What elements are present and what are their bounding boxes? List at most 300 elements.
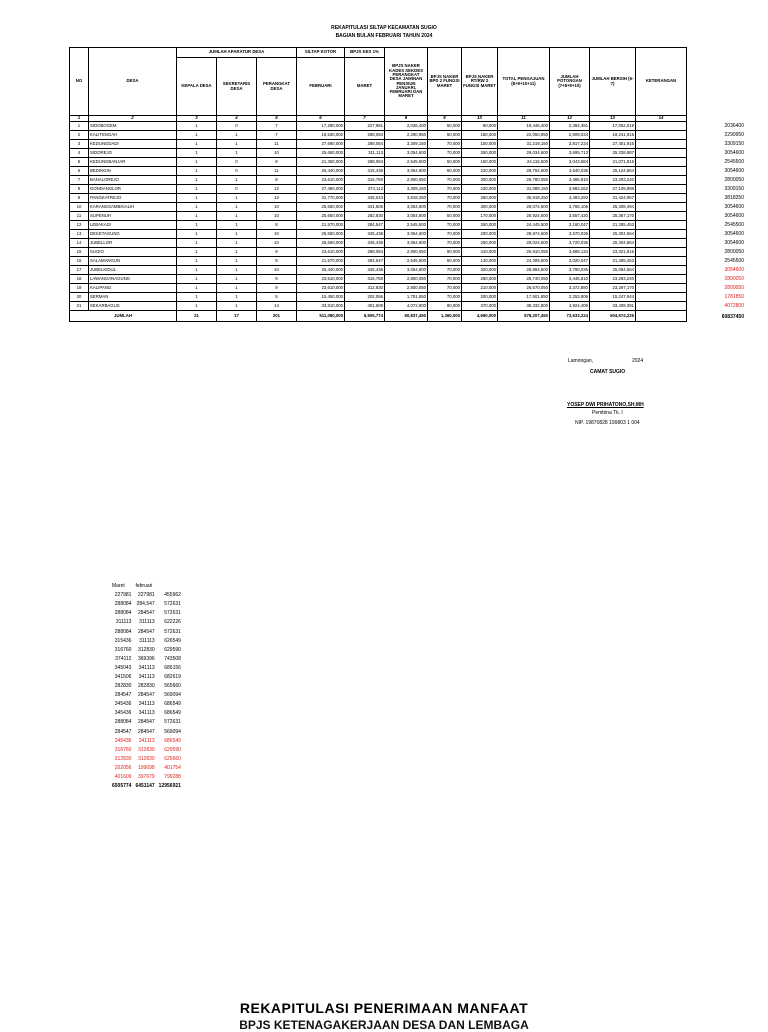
header-bpjs-bpd: BPJS NAKER BPD 2 FUNGSI MARET — [428, 48, 462, 116]
row-bpjs-bpd: 50,000 — [428, 167, 462, 176]
small-cell-maret: 227981 — [114, 592, 132, 599]
row-potongan: 3,486,810 — [550, 176, 590, 185]
row-bpjs-bpd: 50,000 — [428, 257, 462, 266]
row-bpjs-rt: 320,000 — [462, 266, 498, 275]
small-header-februari: februari — [135, 583, 153, 590]
row-kepala-desa: 1 — [177, 149, 217, 158]
small-cell-sum: 622226 — [164, 619, 181, 626]
row-keterangan — [636, 275, 687, 284]
small-cell-februari: 369396 — [137, 655, 155, 662]
row-bpjs-rt: 160,000 — [462, 158, 498, 167]
row-perangkat: 8 — [257, 257, 297, 266]
row-bpjs-bpd: 70,000 — [428, 221, 462, 230]
header-total-pengajuan: TOTAL PENGAJUAN (8+9+10+11) — [498, 48, 550, 116]
small-header-sum — [157, 582, 183, 591]
total-kepala-desa: 21 — [177, 311, 217, 322]
small-table-row — [110, 737, 183, 746]
row-potongan: 3,160,047 — [550, 221, 590, 230]
small-cell-februari: 284547 — [137, 728, 155, 735]
row-desa: SUPENUH — [89, 212, 177, 221]
small-table-row — [110, 618, 183, 627]
row-kepala-desa: 1 — [177, 194, 217, 203]
row-desa: KEDUNGBANJAR — [89, 158, 177, 167]
row-no: 1 — [70, 122, 89, 131]
table-row — [70, 176, 687, 185]
row-bpjs-kades: 2,800,050 — [385, 248, 428, 257]
row-kepala-desa: 1 — [177, 248, 217, 257]
row-total-pengajuan: 28,884,600 — [498, 266, 550, 275]
side-value: 2036400 — [724, 122, 744, 129]
small-cell-maret: 311113 — [115, 619, 132, 626]
row-no: 20 — [70, 293, 89, 302]
small-table-row — [110, 700, 183, 709]
row-bpjs-rt: 260,000 — [462, 149, 498, 158]
row-maret: 316,760 — [345, 275, 385, 284]
row-kepala-desa: 1 — [177, 158, 217, 167]
row-keterangan — [636, 239, 687, 248]
row-bpjs-kades: 2,800,050 — [385, 275, 428, 284]
row-maret: 288,084 — [345, 248, 385, 257]
total-pengajuan: 578,207,450 — [498, 311, 550, 322]
col-number: 12 — [550, 116, 590, 122]
small-cell-februari: 397679 — [137, 774, 155, 781]
small-cell-maret: 284547 — [114, 692, 132, 699]
row-bpjs-kades: 3,309,150 — [385, 140, 428, 149]
row-bersih: 27,401,916 — [590, 140, 636, 149]
row-bpjs-kades: 2,290,950 — [385, 131, 428, 140]
row-maret: 345,436 — [345, 230, 385, 239]
small-cell-sum: 572631 — [164, 601, 181, 608]
small-table-row — [110, 718, 183, 727]
row-februari: 25,440,000 — [297, 167, 345, 176]
table-row — [70, 221, 687, 230]
row-maret: 227,981 — [345, 122, 385, 131]
row-sekretaris: 1 — [217, 257, 257, 266]
col-number: 14 — [636, 116, 687, 122]
row-maret: 288,084 — [345, 131, 385, 140]
small-cell-februari: 227981 — [137, 592, 155, 599]
small-table-row — [110, 773, 183, 782]
row-desa: KARANGSAMBIGALIH — [89, 203, 177, 212]
small-cell-sum: 799288 — [164, 774, 181, 781]
small-cell-maret: 288084 — [114, 719, 132, 726]
row-potongan: 3,670,036 — [550, 230, 590, 239]
row-bpjs-kades: 3,054,600 — [385, 239, 428, 248]
row-bpjs-bpd: 70,000 — [428, 185, 462, 194]
col-number: 1 — [70, 116, 89, 122]
row-keterangan — [636, 248, 687, 257]
side-value: 3054600 — [724, 149, 744, 156]
row-bpjs-bpd: 50,000 — [428, 212, 462, 221]
row-potongan: 3,588,134 — [550, 248, 590, 257]
header-bpjs-rt: BPJS NAKER RT/RW 2 FUNGSI MARET — [462, 48, 498, 116]
side-value: 2545500 — [724, 257, 744, 264]
header-sekretaris: SEKRETARIS DESA — [217, 58, 257, 116]
small-cell-maret: 316760 — [114, 746, 132, 753]
small-cell-februari: 284547 — [137, 719, 155, 726]
row-bpjs-bpd: 70,000 — [428, 293, 462, 302]
header-jumlah-potongan: JUMLAH POTONGAN (7+8+9+10) — [550, 48, 590, 116]
small-cell-maret: 288084 — [114, 610, 132, 617]
col-number: 7 — [345, 116, 385, 122]
row-potongan: 2,394,381 — [550, 122, 590, 131]
row-maret: 316,760 — [345, 176, 385, 185]
header-februari: FEBRUARI — [297, 58, 345, 116]
col-number: 8 — [385, 116, 428, 122]
header-no: NO — [70, 48, 89, 116]
row-perangkat: 10 — [257, 266, 297, 275]
small-table-row — [110, 755, 183, 764]
row-maret: 345,043 — [345, 194, 385, 203]
row-kepala-desa: 1 — [177, 230, 217, 239]
row-kepala-desa: 1 — [177, 275, 217, 284]
row-februari: 25,650,000 — [297, 230, 345, 239]
row-sekretaris: 1 — [217, 212, 257, 221]
row-februari: 25,650,000 — [297, 239, 345, 248]
row-no: 2 — [70, 131, 89, 140]
row-keterangan — [636, 185, 687, 194]
row-kepala-desa: 1 — [177, 131, 217, 140]
small-cell-februari: 341113 — [138, 710, 155, 717]
small-cell-februari: 284,547 — [136, 601, 155, 608]
side-value: 2800050 — [724, 248, 744, 255]
row-bersih: 21,285,453 — [590, 257, 636, 266]
row-total-pengajuan: 31,089,150 — [498, 185, 550, 194]
row-februari: 19,530,000 — [297, 131, 345, 140]
header-aparatur-group: JUMLAH APARATUR DESA — [177, 48, 297, 58]
small-cell-sum: 572631 — [164, 719, 181, 726]
row-kepala-desa: 1 — [177, 122, 217, 131]
row-bersih: 25,367,170 — [590, 212, 636, 221]
small-table-row — [110, 673, 183, 682]
signature-place: Lamongan, — [568, 358, 594, 364]
total-maret: 6,505,774 — [345, 311, 385, 322]
total-row — [70, 311, 687, 322]
small-table-row — [110, 728, 183, 737]
small-cell-februari: 284547 — [137, 628, 155, 635]
row-desa: KALIPANG — [89, 284, 177, 293]
row-desa: GONDANGLOR — [89, 185, 177, 194]
row-sekretaris: 1 — [217, 239, 257, 248]
row-bpjs-rt: 300,000 — [462, 203, 498, 212]
side-value: 2800050 — [724, 176, 744, 183]
row-total-pengajuan: 29,024,600 — [498, 239, 550, 248]
small-sum-total: 12956921 — [158, 783, 181, 790]
row-kepala-desa: 1 — [177, 140, 217, 149]
row-bpjs-kades: 3,054,600 — [385, 230, 428, 239]
row-no: 4 — [70, 149, 89, 158]
row-perangkat: 8 — [257, 221, 297, 230]
small-cell-sum: 565660 — [164, 683, 181, 690]
row-bpjs-bpd: 70,000 — [428, 275, 462, 284]
row-sekretaris: 0 — [217, 158, 257, 167]
row-maret: 284,547 — [345, 221, 385, 230]
small-cell-maret: 288084 — [114, 601, 132, 608]
row-maret: 345,436 — [345, 239, 385, 248]
small-cell-februari: 312830 — [137, 755, 155, 762]
row-no: 9 — [70, 194, 89, 203]
row-potongan: 3,790,036 — [550, 266, 590, 275]
row-bpjs-rt: 180,000 — [462, 131, 498, 140]
col-number: 6 — [297, 116, 345, 122]
small-cell-februari: 311113 — [139, 637, 155, 644]
total-bpjs-kades: 60,837,450 — [385, 311, 428, 322]
table-row — [70, 140, 687, 149]
small-cell-sum: 626549 — [164, 637, 181, 644]
small-cell-maret: 315436 — [114, 637, 132, 644]
row-bpjs-kades: 2,800,050 — [385, 176, 428, 185]
small-cell-februari: 312830 — [137, 646, 155, 653]
row-bpjs-kades: 3,309,150 — [385, 185, 428, 194]
row-bpjs-kades: 2,800,050 — [385, 284, 428, 293]
row-maret: 288,084 — [345, 158, 385, 167]
row-keterangan — [636, 140, 687, 149]
row-bpjs-kades: 3,054,600 — [385, 266, 428, 275]
small-cell-sum: 569094 — [164, 728, 181, 735]
row-bpjs-kades: 3,054,600 — [385, 212, 428, 221]
col-number: 2 — [89, 116, 177, 122]
row-kepala-desa: 1 — [177, 167, 217, 176]
small-table-row — [110, 655, 183, 664]
row-perangkat: 8 — [257, 176, 297, 185]
row-keterangan — [636, 212, 687, 221]
row-sekretaris: 1 — [217, 284, 257, 293]
side-value: 3054600 — [724, 239, 744, 246]
row-sekretaris: 1 — [217, 266, 257, 275]
row-februari: 31,770,000 — [297, 194, 345, 203]
siltap-table — [69, 47, 687, 322]
row-bersih: 33,408,391 — [590, 302, 636, 311]
row-bersih: 25,094,564 — [590, 266, 636, 275]
side-value: 3054600 — [724, 167, 744, 174]
row-bpjs-bpd: 80,000 — [428, 302, 462, 311]
row-sekretaris: 1 — [217, 176, 257, 185]
row-no: 6 — [70, 167, 89, 176]
small-cell-maret: 345436 — [114, 710, 132, 717]
row-perangkat: 11 — [257, 167, 297, 176]
row-potongan: 3,640,036 — [550, 167, 590, 176]
small-cell-sum: 686156 — [164, 664, 181, 671]
row-bpjs-kades: 2,545,500 — [385, 221, 428, 230]
footer-subtitle: BPJS KETENAGAKERJAAN DESA DAN LEMBAGA — [239, 1018, 529, 1032]
row-total-pengajuan: 28,974,600 — [498, 230, 550, 239]
total-perangkat: 201 — [257, 311, 297, 322]
row-desa: SIDOREJO — [89, 149, 177, 158]
row-bersih: 23,321,916 — [590, 248, 636, 257]
row-potongan: 3,020,047 — [550, 257, 590, 266]
row-maret: 282,830 — [345, 212, 385, 221]
row-desa: KEDUNGDADI — [89, 140, 177, 149]
row-bpjs-rt: 230,000 — [462, 185, 498, 194]
small-cell-sum: 629590 — [164, 746, 181, 753]
row-bpjs-rt: 210,000 — [462, 284, 498, 293]
side-value: 3054600 — [724, 212, 744, 219]
row-bpjs-kades: 2,036,400 — [385, 122, 428, 131]
row-perangkat: 10 — [257, 203, 297, 212]
side-value: 2545500 — [724, 158, 744, 165]
row-bpjs-bpd: 50,000 — [428, 158, 462, 167]
row-februari: 23,610,000 — [297, 248, 345, 257]
row-bpjs-rt: 260,000 — [462, 194, 498, 203]
row-bpjs-bpd: 70,000 — [428, 284, 462, 293]
row-desa: BEDINGIN — [89, 167, 177, 176]
row-total-pengajuan: 29,074,600 — [498, 203, 550, 212]
header-kepala-desa: KEPALA DESA — [177, 58, 217, 116]
row-bersih: 25,304,564 — [590, 239, 636, 248]
row-perangkat: 9 — [257, 284, 297, 293]
small-cell-sum: 686549 — [164, 710, 181, 717]
total-bpjs-rt: 4,690,000 — [462, 311, 498, 322]
row-perangkat: 11 — [257, 140, 297, 149]
small-cell-februari: 341113 — [138, 664, 155, 671]
row-keterangan — [636, 257, 687, 266]
row-bersih: 25,124,564 — [590, 167, 636, 176]
row-keterangan — [636, 203, 687, 212]
row-maret: 401,609 — [345, 302, 385, 311]
row-sekretaris: 1 — [217, 149, 257, 158]
small-table-row — [110, 664, 183, 673]
table-row — [70, 149, 687, 158]
row-total-pengajuan: 35,918,250 — [498, 194, 550, 203]
row-total-pengajuan: 26,740,050 — [498, 275, 550, 284]
row-total-pengajuan: 19,446,400 — [498, 122, 550, 131]
row-potongan: 3,720,036 — [550, 239, 590, 248]
row-bersih: 27,105,888 — [590, 185, 636, 194]
small-cell-sum: 629590 — [164, 646, 181, 653]
table-row — [70, 248, 687, 257]
small-cell-sum: 455962 — [164, 592, 181, 599]
row-bersih: 19,241,916 — [590, 131, 636, 140]
row-februari: 25,650,000 — [297, 149, 345, 158]
col-number: 13 — [590, 116, 636, 122]
row-no: 13 — [70, 230, 89, 239]
row-kepala-desa: 1 — [177, 212, 217, 221]
row-bpjs-bpd: 70,000 — [428, 230, 462, 239]
small-table-row — [110, 682, 183, 691]
row-februari: 23,610,000 — [297, 284, 345, 293]
row-sekretaris: 0 — [217, 122, 257, 131]
small-table-row — [110, 646, 183, 655]
row-bpjs-kades: 1,781,850 — [385, 293, 428, 302]
small-cell-maret: 284547 — [114, 728, 132, 735]
small-table-row — [110, 637, 183, 646]
row-bersih: 25,304,564 — [590, 230, 636, 239]
row-no: 3 — [70, 140, 89, 149]
row-keterangan — [636, 149, 687, 158]
row-sekretaris: 0 — [217, 185, 257, 194]
table-row — [70, 122, 687, 131]
row-bersih: 17,052,019 — [590, 122, 636, 131]
row-sekretaris: 0 — [217, 167, 257, 176]
row-desa: SERMAN — [89, 293, 177, 302]
row-desa: LEBAKADI — [89, 221, 177, 230]
small-table-sum-row — [110, 782, 183, 791]
row-total-pengajuan: 31,219,150 — [498, 140, 550, 149]
total-februari: 511,080,000 — [297, 311, 345, 322]
small-cell-maret: 341506 — [114, 673, 132, 680]
row-total-pengajuan: 28,764,600 — [498, 167, 550, 176]
small-cell-maret: 345043 — [114, 664, 132, 671]
row-maret: 202,056 — [345, 293, 385, 302]
row-bpjs-bpd: 70,000 — [428, 203, 462, 212]
row-keterangan — [636, 293, 687, 302]
signature-year: 2024 — [632, 358, 644, 364]
row-bpjs-rt: 80,000 — [462, 122, 498, 131]
row-maret: 374,112 — [345, 185, 385, 194]
row-potongan: 3,695,713 — [550, 149, 590, 158]
row-no: 21 — [70, 302, 89, 311]
row-bpjs-rt: 140,000 — [462, 257, 498, 266]
row-bersih: 25,308,494 — [590, 203, 636, 212]
row-perangkat: 7 — [257, 122, 297, 131]
row-februari: 25,650,000 — [297, 212, 345, 221]
small-table-row — [110, 709, 183, 718]
row-kepala-desa: 1 — [177, 293, 217, 302]
row-potongan: 2,809,034 — [550, 131, 590, 140]
row-bpjs-bpd: 70,000 — [428, 194, 462, 203]
row-kepala-desa: 1 — [177, 203, 217, 212]
row-desa: SEKARBAGUS — [89, 302, 177, 311]
row-februari: 21,570,000 — [297, 257, 345, 266]
total-label: JUMLAH — [70, 311, 177, 322]
small-table-row — [110, 746, 183, 755]
row-februari: 15,450,000 — [297, 293, 345, 302]
row-bpjs-bpd: 50,000 — [428, 122, 462, 131]
row-kepala-desa: 1 — [177, 176, 217, 185]
row-maret: 345,436 — [345, 266, 385, 275]
small-cell-sum: 625660 — [164, 755, 181, 762]
side-value: 3818250 — [724, 194, 744, 201]
row-total-pengajuan: 24,115,500 — [498, 158, 550, 167]
small-cell-sum: 686549 — [164, 737, 181, 744]
side-value: 3309150 — [724, 140, 744, 147]
row-perangkat: 12 — [257, 185, 297, 194]
row-potongan: 3,372,880 — [550, 284, 590, 293]
header-desa: DESA — [89, 48, 177, 116]
small-sum-februari: 6451147 — [135, 783, 155, 790]
row-februari: 23,610,000 — [297, 275, 345, 284]
row-sekretaris: 1 — [217, 194, 257, 203]
row-sekretaris: 1 — [217, 230, 257, 239]
col-number: 10 — [462, 116, 498, 122]
row-bersih: 21,285,453 — [590, 221, 636, 230]
row-maret: 311,113 — [345, 149, 385, 158]
total-potongan: 73,633,224 — [550, 311, 590, 322]
row-februari: 17,280,000 — [297, 122, 345, 131]
small-table-row — [110, 691, 183, 700]
table-row — [70, 194, 687, 203]
small-cell-maret: 374112 — [115, 655, 132, 662]
table-row — [70, 167, 687, 176]
row-desa: BANALOREJO — [89, 176, 177, 185]
row-bpjs-bpd: 70,000 — [428, 176, 462, 185]
row-februari: 21,570,000 — [297, 221, 345, 230]
small-cell-februari: 199698 — [137, 764, 155, 771]
row-no: 10 — [70, 203, 89, 212]
small-cell-februari: 311113 — [139, 619, 155, 626]
row-desa: JUBELKIDUL — [89, 266, 177, 275]
small-cell-maret: 288084 — [114, 628, 132, 635]
total-bersih: 504,574,226 — [590, 311, 636, 322]
header-maret: MARET — [345, 58, 385, 116]
row-potongan: 2,253,906 — [550, 293, 590, 302]
small-cell-sum: 569094 — [164, 692, 181, 699]
small-cell-februari: 341113 — [138, 673, 155, 680]
footer-title: REKAPITULASI PENERIMAAN MANFAAT — [239, 1000, 529, 1016]
table-row — [70, 212, 687, 221]
row-bpjs-bpd: 70,000 — [428, 239, 462, 248]
small-table-row — [110, 764, 183, 773]
